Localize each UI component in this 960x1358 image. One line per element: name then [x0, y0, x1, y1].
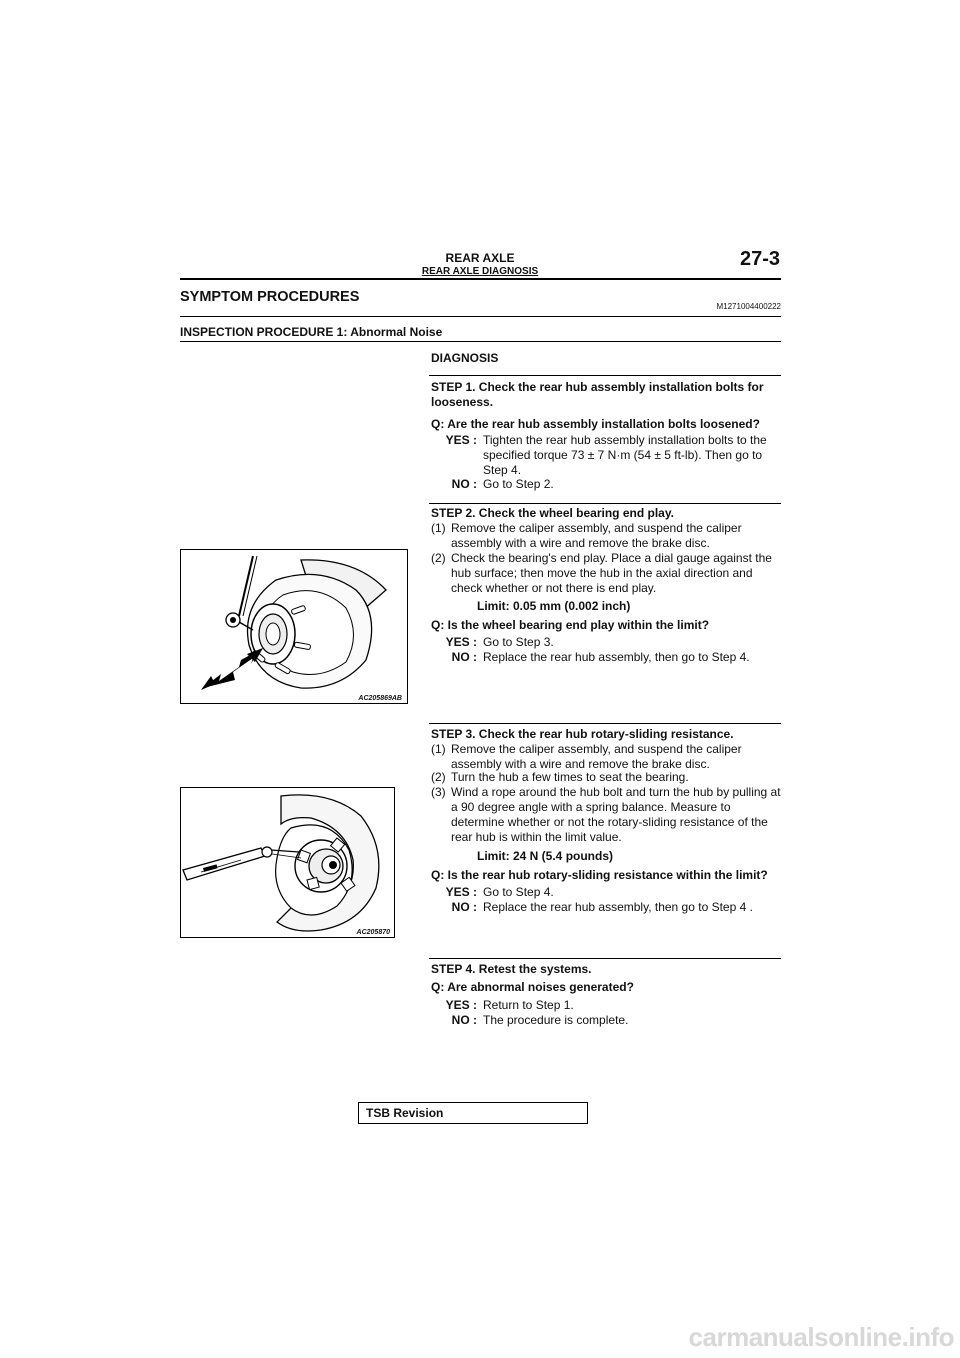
yes-text: Tighten the rear hub assembly installation bolts to the specified torque 73 ± 7 N·m (54 ± 5 ft-lb). Then go to Step 4. [483, 433, 767, 477]
no-text: Go to Step 2. [483, 477, 554, 491]
item-number: (3) [431, 785, 446, 799]
list-item [431, 770, 783, 786]
diagnosis-label: DIAGNOSIS [431, 351, 499, 365]
no-text: Replace the rear hub assembly, then go to Step 4 . [483, 900, 753, 914]
step2-no [431, 650, 783, 666]
no-label: NO : [451, 650, 477, 664]
step2-rule [429, 503, 781, 504]
no-label: NO : [451, 1013, 477, 1027]
figure-wheel-bearing-end-play [180, 549, 408, 704]
watermark: carmanualsonline.info [688, 1322, 954, 1352]
item-text: Turn the hub a few times to seat the bearing. [451, 770, 689, 784]
no-label: NO : [451, 900, 477, 914]
item-text: Remove the caliper assembly, and suspend the caliper assembly with a wire and remove the brake disc. [451, 742, 742, 771]
document-id: M1271004400222 [716, 302, 781, 311]
page-number: 27-3 [739, 248, 780, 270]
step3-question: Q: Is the rear hub rotary-sliding resistance within the limit? [431, 868, 768, 882]
item-text: Remove the caliper assembly, and suspend the caliper assembly with a wire and remove the brake disc. [451, 521, 742, 550]
figure-rotary-sliding-resistance [180, 787, 395, 938]
hub-end-play-illustration [181, 550, 407, 703]
step4-heading: STEP 4. Retest the systems. [431, 962, 592, 976]
yes-text: Return to Step 1. [483, 998, 574, 1012]
procedure-title: INSPECTION PROCEDURE 1: Abnormal Noise [180, 325, 443, 339]
figure-caption: AC205869AB [358, 695, 402, 702]
step1-heading: STEP 1. Check the rear hub assembly installation bolts for looseness. [431, 380, 764, 409]
no-text: Replace the rear hub assembly, then go to Step 4. [483, 650, 750, 664]
step2-limit: Limit: 0.05 mm (0.002 inch) [477, 599, 631, 613]
procedure-rule [180, 341, 781, 342]
step3-rule [429, 723, 781, 724]
header-subtitle: REAR AXLE DIAGNOSIS [421, 266, 539, 277]
item-text: Wind a rope around the hub bolt and turn the hub by pulling at a 90 degree angle with a spring balance. Measure to determine whether or not the rotary-sliding resistance of the rear hub is within the limit value. [451, 785, 781, 844]
yes-label: YES : [445, 885, 477, 899]
step3-no [431, 900, 783, 916]
no-label: NO : [451, 477, 477, 491]
step3-yes [431, 885, 783, 901]
step3-heading: STEP 3. Check the rear hub rotary-sliding resistance. [431, 727, 734, 741]
figure-caption: AC205870 [356, 929, 390, 936]
tsb-revision-label: TSB Revision [366, 1106, 444, 1120]
step1-question: Q: Are the rear hub assembly installation bolts loosened? [431, 417, 760, 431]
item-number: (2) [431, 770, 446, 784]
step2-yes [431, 635, 783, 651]
section-title: SYMPTOM PROCEDURES [180, 289, 360, 305]
no-text: The procedure is complete. [483, 1013, 629, 1027]
item-number: (1) [431, 521, 446, 535]
step4-no [431, 1013, 783, 1029]
yes-label: YES : [445, 433, 477, 447]
item-text: Check the bearing's end play. Place a dial gauge against the hub surface; then move the hub in the axial direction and check whether or not there is end play. [451, 551, 772, 595]
yes-text: Go to Step 4. [483, 885, 554, 899]
list-item [431, 521, 783, 553]
header-rule [180, 278, 781, 280]
step4-question: Q: Are abnormal noises generated? [431, 980, 634, 994]
spring-balance-illustration [181, 788, 394, 937]
item-number: (2) [431, 551, 446, 565]
list-item [431, 785, 783, 847]
step2-heading: STEP 2. Check the wheel bearing end play. [431, 506, 674, 520]
step1-rule [429, 375, 781, 376]
step3-limit: Limit: 24 N (5.4 pounds) [477, 849, 614, 863]
item-number: (1) [431, 742, 446, 756]
list-item [431, 551, 783, 597]
yes-label: YES : [445, 635, 477, 649]
yes-label: YES : [445, 998, 477, 1012]
header-title: REAR AXLE [445, 251, 515, 265]
step1-no [431, 477, 783, 493]
step4-rule [429, 958, 781, 959]
yes-text: Go to Step 3. [483, 635, 554, 649]
step4-yes [431, 998, 783, 1014]
section-rule [180, 316, 781, 317]
step2-question: Q: Is the wheel bearing end play within the limit? [431, 618, 710, 632]
